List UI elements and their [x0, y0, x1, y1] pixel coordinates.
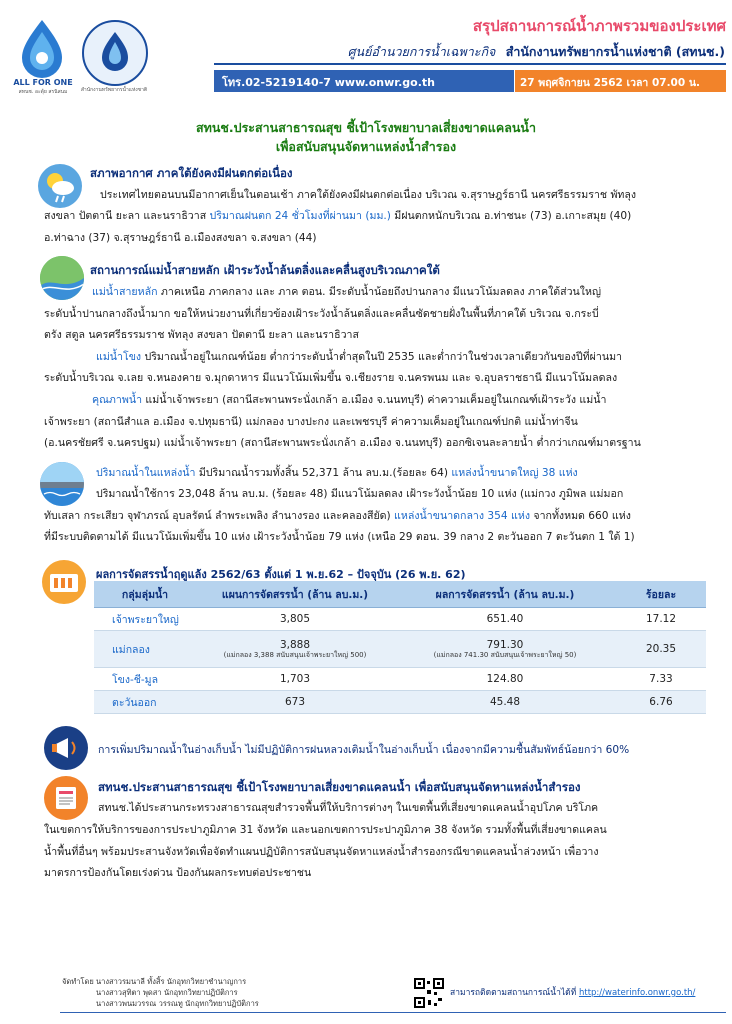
basin-cell: เจ้าพระยาใหญ่: [94, 608, 196, 631]
percent-cell: 7.33: [616, 668, 706, 691]
river-icon: [40, 256, 84, 300]
reservoir-line-3: [44, 509, 631, 523]
reservoir-total: มีปริมาณน้ำรวมทั้งสิ้น 52,371 ล้าน ลบ.ม.(ร้อยละ 64): [195, 467, 452, 479]
percent-cell: 6.76: [616, 691, 706, 714]
table-row: [94, 631, 706, 668]
allocation-header-row: [94, 581, 706, 608]
header-divider: [214, 63, 726, 65]
weather-icon: [38, 164, 82, 208]
news-title: สทนช.ประสานสาธารณสุข ชี้เป้าโรงพยาบาลเสี่ยงขาดแคลนน้ำ เพื่อสนับสนุนจัดหาแหล่งน้ำสำรอง: [98, 780, 581, 794]
plan-note: (แม่กลอง 3,388 สนับสนุนเจ้าพระยาใหญ่ 500): [223, 650, 367, 659]
plan-cell: 673: [196, 691, 394, 714]
header-phone-web: โทร.02-5219140-7 www.onwr.go.th: [222, 76, 435, 89]
weather-title: สภาพอากาศ ภาคใต้ยังคงมีฝนตกต่อเนื่อง: [90, 166, 293, 180]
logo-left-caption: สทนช. อะดุ้ย สรนิสนม: [18, 89, 68, 95]
weather-line-2: [44, 209, 631, 223]
weather-line-2a: สงขลา ปัตตานี ยะลา และนราธิวาส: [44, 210, 210, 222]
qr-code-icon: [414, 978, 444, 1008]
river-p2-label: แม่น้ำโขง: [96, 351, 142, 363]
news-line-1: สทนช.ได้ประสานกระทรวงสาธารณสุขสำรวจพื้นที่ให้บริการต่างๆ ในเขตพื้นที่เสี่ยงขาดแคลนน้ำอุปโภค บริโภค: [98, 802, 599, 814]
percent-cell: 17.12: [616, 608, 706, 631]
river-p1-line-1: [92, 285, 601, 299]
logo-left-text: ALL FOR ONE: [13, 78, 73, 87]
col-basin: กลุ่มลุ่มน้ำ: [94, 581, 196, 608]
plan-value: 3,888: [279, 638, 311, 651]
reservoir-label: ปริมาณน้ำในแหล่งน้ำ: [96, 467, 196, 479]
river-p3-label: คุณภาพน้ำ: [92, 394, 143, 406]
table-row: [94, 608, 706, 631]
header-center-name: ศูนย์อำนวยการน้ำเฉพาะกิจ: [347, 44, 496, 59]
table-row: [94, 691, 706, 714]
news-line-2: ในเขตการให้บริการของการประปาภูมิภาค 31 จังหวัด และนอกเขตการประปาภูมิภาค 38 จังหวัด รวมทั้งพื้นที่เสี่ยงขาดแคลน: [44, 824, 607, 836]
basin-cell: โขง-ชี-มูล: [94, 668, 196, 691]
footer-name-3: นางสาวพนมวรรณ วรรณทู นักอุทกวิทยาปฏิบัติการ: [96, 999, 259, 1008]
result-value: 791.30: [486, 638, 524, 651]
footer-website-label: สามารถติดตามสถานการณ์น้ำได้ที่: [450, 988, 577, 998]
reservoir-large-label: แหล่งน้ำขนาดใหญ่ 38 แห่ง: [451, 467, 578, 479]
river-p3-text: แม่น้ำเจ้าพระยา (สถานีสะพานพระนั่งเกล้า อ.เมือง จ.นนทบุรี) ค่าความเค็มอยู่ในเกณฑ์เฝ้าระวัง แม่น้ำ: [142, 394, 607, 406]
river-p2-text: ปริมาณน้ำอยู่ในเกณฑ์น้อย ต่ำกว่าระดับน้ำต่ำสุดในปี 2535 และต่ำกว่าในช่วงเวลาเดียวกันของปีที่ผ่านมา: [141, 351, 622, 363]
river-p3-line-3: (อ.นครชัยศรี จ.นครปฐม) แม่น้ำเจ้าพระยา (สถานีสะพานพระนั่งเกล้า อ.เมือง จ.นนทบุรี) ออกซิเจนละลายน้ำ ต่ำกว่าเกณฑ์มาตรฐาน: [44, 437, 641, 449]
headline-line-1: สทนช.ประสานสาธารณสุข ชี้เป้าโรงพยาบาลเสี่ยงขาดแคลนน้ำ: [196, 120, 536, 135]
news-line-4: มาตรการป้องกันโดยเร่งด่วน ป้องกันผลกระทบต่อประชาชน: [44, 867, 312, 879]
plan-cell: 1,703: [196, 668, 394, 691]
reservoir-medium-label: แหล่งน้ำขนาดกลาง 354 แห่ง: [394, 510, 530, 522]
river-p3-line-2: เจ้าพระยา (สถานีสำแล อ.เมือง จ.ปทุมธานี) แม่กลอง บางปะกง และเพชรบุรี ค่าความเค็มอยู่ในเกณฑ์ปกติ แม่น้ำท่าจีน: [44, 416, 578, 428]
reservoir-line-3c: จากทั้งหมด 660 แห่ง: [530, 510, 631, 522]
footer-name-2: นางสาวสุทิตา พุดสา นักอุทกวิทยาปฏิบัติการ: [96, 988, 238, 997]
river-p2-line-1: [96, 350, 622, 364]
weather-rain-label: ปริมาณฝนตก 24 ชั่วโมงที่ผ่านมา (มม.): [209, 210, 391, 222]
rainmaking-text: การเพิ่มปริมาณน้ำในอ่างเก็บน้ำ ไม่มีปฏิบัติการฝนหลวงเติมน้ำในอ่างเก็บน้ำ เนื่องจากมีความชื้นสัมพัทธ์น้อยกว่า 60%: [98, 744, 630, 756]
allocation-title: ผลการจัดสรรน้ำฤดูแล้ง 2562/63 ตั้งแต่ 1 พ.ย.62 – ปัจจุบัน (26 พ.ย. 62): [96, 568, 466, 581]
weather-line-1: ประเทศไทยตอนบนมีอากาศเย็นในตอนเช้า ภาคใต้ยังคงมีฝนตกต่อเนื่อง บริเวณ จ.สุราษฎร์ธานี นครศรีธรรมราช พัทลุง: [100, 189, 637, 201]
col-result: ผลการจัดสรรน้ำ (ล้าน ลบ.ม.): [394, 581, 616, 608]
river-title: สถานการณ์แม่น้ำสายหลัก เฝ้าระวังน้ำล้นตลิ่งและคลื่นสูงบริเวณภาคใต้: [90, 263, 440, 277]
logo-right-caption: สำนักงานทรัพยากรน้ำแห่งชาติ: [80, 87, 148, 93]
result-note: (แม่กลอง 741.30 สนับสนุนเจ้าพระยาใหญ่ 50): [433, 650, 577, 659]
allocation-table: [94, 581, 706, 714]
header-subtitle: [220, 42, 725, 62]
reservoir-line-3a: ทับเสลา กระเสียว จุฬาภรณ์ อุบลรัตน์ ลำพระเพลิง ลำนางรอง และคลองสียัด): [44, 510, 395, 522]
result-cell: 124.80: [394, 668, 616, 691]
col-percent: ร้อยละ: [616, 581, 706, 608]
header-date: 27 พฤศจิกายน 2562 เวลา 07.00 น.: [520, 77, 700, 89]
footer-name-1: นางสาวรมนาลี ทั้งสิ้ร นักอุทกวิทยาชำนาญการ: [96, 977, 247, 986]
news-line-3: น้ำพื้นที่อื่นๆ พร้อมประสานจังหวัดเพื่อจัดทำแผนปฏิบัติการสนับสนุนจัดหาแหล่งน้ำสำรองกรณีขาดแคลนน้ำล่วงหน้า เพื่อวาง: [44, 846, 599, 858]
reservoir-line-4: ที่มีระบบติดตามได้ มีแนวโน้มเพิ่มขึ้น 10 แห่ง เฝ้าระวังน้ำน้อย 79 แห่ง (เหนือ 29 ตอน. 39 กลาง 2 ตะวันออก 7 ตะวันตก 1 ใต้ 1): [44, 531, 635, 543]
weather-line-2c: มีฝนตกหนักบริเวณ อ.ท่าชนะ (73) อ.เกาะสมุย (40): [390, 210, 632, 222]
news-icon: [44, 776, 88, 820]
river-p1-label: แม่น้ำสายหลัก: [92, 286, 158, 298]
logo-onwr: [82, 20, 148, 86]
basin-cell: ตะวันออก: [94, 691, 196, 714]
page-title: สรุปสถานการณ์น้ำภาพรวมของประเทศ: [472, 17, 726, 35]
footer-prepared-label: จัดทำโดย: [62, 977, 94, 986]
river-p2-line-2: ระดับน้ำบริเวณ จ.เลย จ.หนองคาย จ.มุกดาหาร มีแนวโน้มเพิ่มขึ้น จ.เชียงราย จ.นครพนม และ จ.อุบลราชธานี มีแนวโน้มลดลง: [44, 372, 618, 384]
river-p1-line-3: ตรัง สตูล นครศรีธรรมราช พัทลุง สงขลา ปัตตานี ยะลา และนราธิวาส: [44, 329, 359, 341]
plan-cell: 3,805: [196, 608, 394, 631]
reservoir-line-2: ปริมาณน้ำใช้การ 23,048 ล้าน ลบ.ม. (ร้อยละ 48) มีแนวโน้มลดลง เฝ้าระวังน้ำน้อย 10 แห่ง (แม่กวง ภูมิพล แม่มอก: [96, 488, 624, 500]
plan-cell: [196, 631, 394, 668]
river-p1-line-2: ระดับน้ำปานกลางถึงน้ำมาก ขอให้หน่วยงานที่เกี่ยวข้องเฝ้าระวังน้ำล้นตลิ่งและคลื่นซัดชายฝั่งในพื้นที่ภาคใต้ บริเวณ จ.กระบี่: [44, 308, 599, 320]
header-org-name: สำนักงานทรัพยากรน้ำแห่งชาติ (สทนช.): [505, 44, 725, 59]
result-cell: 651.40: [394, 608, 616, 631]
basin-cell: แม่กลอง: [94, 631, 196, 668]
footer-divider: [60, 1012, 726, 1013]
weather-line-3: อ.ท่าฉาง (37) จ.สุราษฎร์ธานี อ.เมืองสงขลา จ.สงขลา (44): [44, 232, 317, 244]
table-row: [94, 668, 706, 691]
logo-all-for-one: [14, 18, 70, 84]
reservoir-line-1: [96, 466, 578, 480]
reservoir-icon: [40, 462, 84, 506]
headline-line-2: เพื่อสนับสนุนจัดหาแหล่งน้ำสำรอง: [275, 139, 457, 154]
col-plan: แผนการจัดสรรน้ำ (ล้าน ลบ.ม.): [196, 581, 394, 608]
percent-cell: 20.35: [616, 631, 706, 668]
megaphone-icon: [44, 726, 88, 770]
footer-website-text: [450, 988, 695, 998]
river-p1-text: ภาคเหนือ ภาคกลาง และ ภาค ตอน. มีระดับน้ำน้อยถึงปานกลาง มีแนวโน้มลดลง ภาคใต้ส่วนใหญ่: [157, 286, 601, 298]
result-cell: [394, 631, 616, 668]
footer-website-link[interactable]: http://waterinfo.onwr.go.th/: [578, 988, 696, 998]
result-cell: 45.48: [394, 691, 616, 714]
river-p3-line-1: [92, 393, 606, 407]
allocation-icon: [42, 560, 86, 604]
